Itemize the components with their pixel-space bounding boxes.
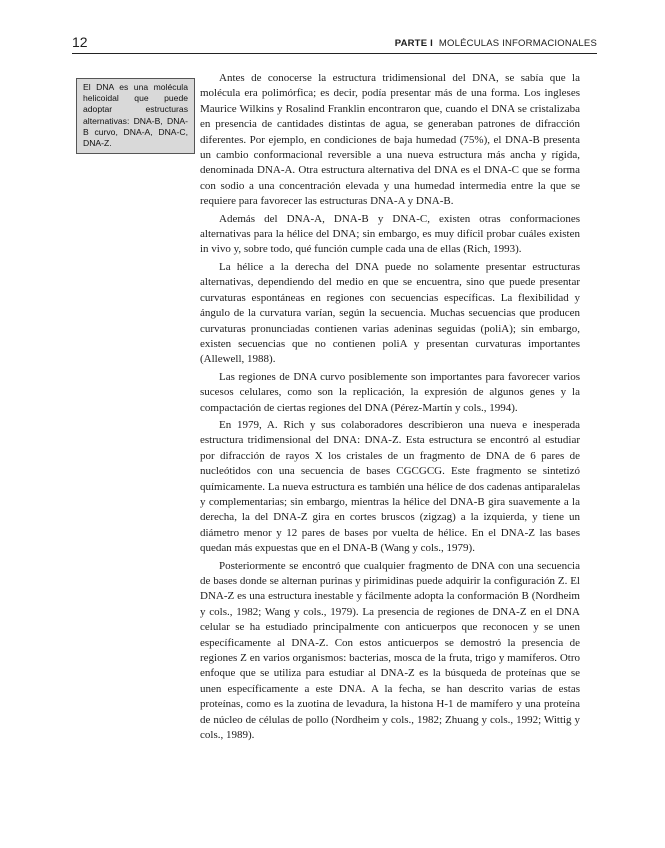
- part-label: PARTE I: [394, 38, 433, 49]
- paragraph: Antes de conocerse la estructura tridimensional del DNA, se sabía que la molécula era polimórfica; es decir, podía presentar más de una forma. Los ingleses Maurice Wilkins y Rosalind Franklin encontraron que, cuando el DNA se cristalizaba en presencia de cantidades distintas de agua, se generaban patrones de difracción diferentes. Por ejemplo, en condiciones de baja humedad (75%), el DNA-B presenta un cambio conformacional reversible a una nueva estructura más ancha y rígida, denominada DNA-A. Otra estructura alternativa del DNA es el DNA-C que se forma con sodio a una concentración elevada y una humedad intermedia entre la que se requiere para favorecer las estructuras DNA-A y DNA-B.: [200, 72, 580, 208]
- page-number: 12: [72, 34, 88, 50]
- header-rule: [72, 53, 597, 54]
- paragraph: La hélice a la derecha del DNA puede no solamente presentar estructuras alternativas, dependiendo del medio en que se encuentra, sino que puede presentar curvaturas espontáneas en regiones con secuencias específicas. La flexibilidad y ángulo de la curvatura varían, según la secuencia. Muchas secuencias que producen curvaturas pronunciadas contienen varias adeninas seguidas (poliA); sin embargo, existen secuencias que no contienen poliA y presentan curvaturas importantes (Allewell, 1988).: [200, 260, 580, 366]
- sidebar-note: El DNA es una molécula helicoidal que puede adoptar estructuras alternativas: DNA-B, DNA-B curvo, DNA-A, DNA-C, DNA-Z.: [76, 78, 195, 154]
- body-text: [200, 71, 580, 745]
- paragraph: Las regiones de DNA curvo posiblemente son importantes para favorecer varios sucesos celulares, como son la replicación, la expresión de algunos genes y la compactación de ciertas regiones del DNA (Pérez-Martín y cols., 1994).: [200, 370, 580, 414]
- paragraph: Además del DNA-A, DNA-B y DNA-C, existen otras conformaciones alternativas para la hélice del DNA; sin embargo, es muy difícil probar cuáles existen in vivo y, sobre todo, qué función cumple cada una de ellas (Rich, 1993).: [200, 212, 580, 256]
- paragraph: Posteriormente se encontró que cualquier fragmento de DNA con una secuencia de bases donde se alternan purinas y pirimidinas puede adquirir la configuración Z. El DNA-Z es una estructura inestable y fácilmente adopta la conformación B (Nordheim y cols., 1982; Wang y cols., 1979). La presencia de regiones de DNA-Z en el DNA celular se ha estudiado principalmente con anticuerpos que reconocen y se unen específicamente al DNA-Z. Con estos anticuerpos se demostró la presencia de regiones Z en varios organismos: bacterias, mosca de la fruta, trigo y mamíferos. Otro enfoque que se utiliza para estudiar al DNA-Z es la búsqueda de proteínas que se unen específicamente a este DNA. A la fecha, se han descrito varias de estas proteínas, como es la zuotina de levadura, la histona H-1 de mamífero y una proteína de núcleo de células de pollo (Nordheim y cols., 1982; Zhuang y cols., 1992; Wittig y cols., 1989).: [200, 559, 580, 742]
- part-title: MOLÉCULAS INFORMACIONALES: [438, 38, 597, 49]
- running-head: [395, 38, 597, 49]
- page-header: [72, 34, 597, 54]
- paragraph: En 1979, A. Rich y sus colaboradores describieron una nueva e inesperada estructura tridimensional del DNA: DNA-Z. Esta estructura se encontró al estudiar por difracción de rayos X los cristales de un fragmento de DNA de 6 pares de nucleótidos con una secuencia de bases CGCGCG. Este fragmento se sintetizó químicamente. La nueva estructura es también una hélice de dos cadenas antiparalelas y complementarias; sin embargo, mientras la hélice del DNA-B gira suavemente a la derecha, la del DNA-Z gira en cortes bruscos (zigzag) a la izquierda, y tiene un diámetro menor y 12 pares de bases por vuelta de hélice. En el DNA-Z las bases quedan más expuestas que en el DNA-B (Wang y cols., 1979).: [200, 418, 580, 555]
